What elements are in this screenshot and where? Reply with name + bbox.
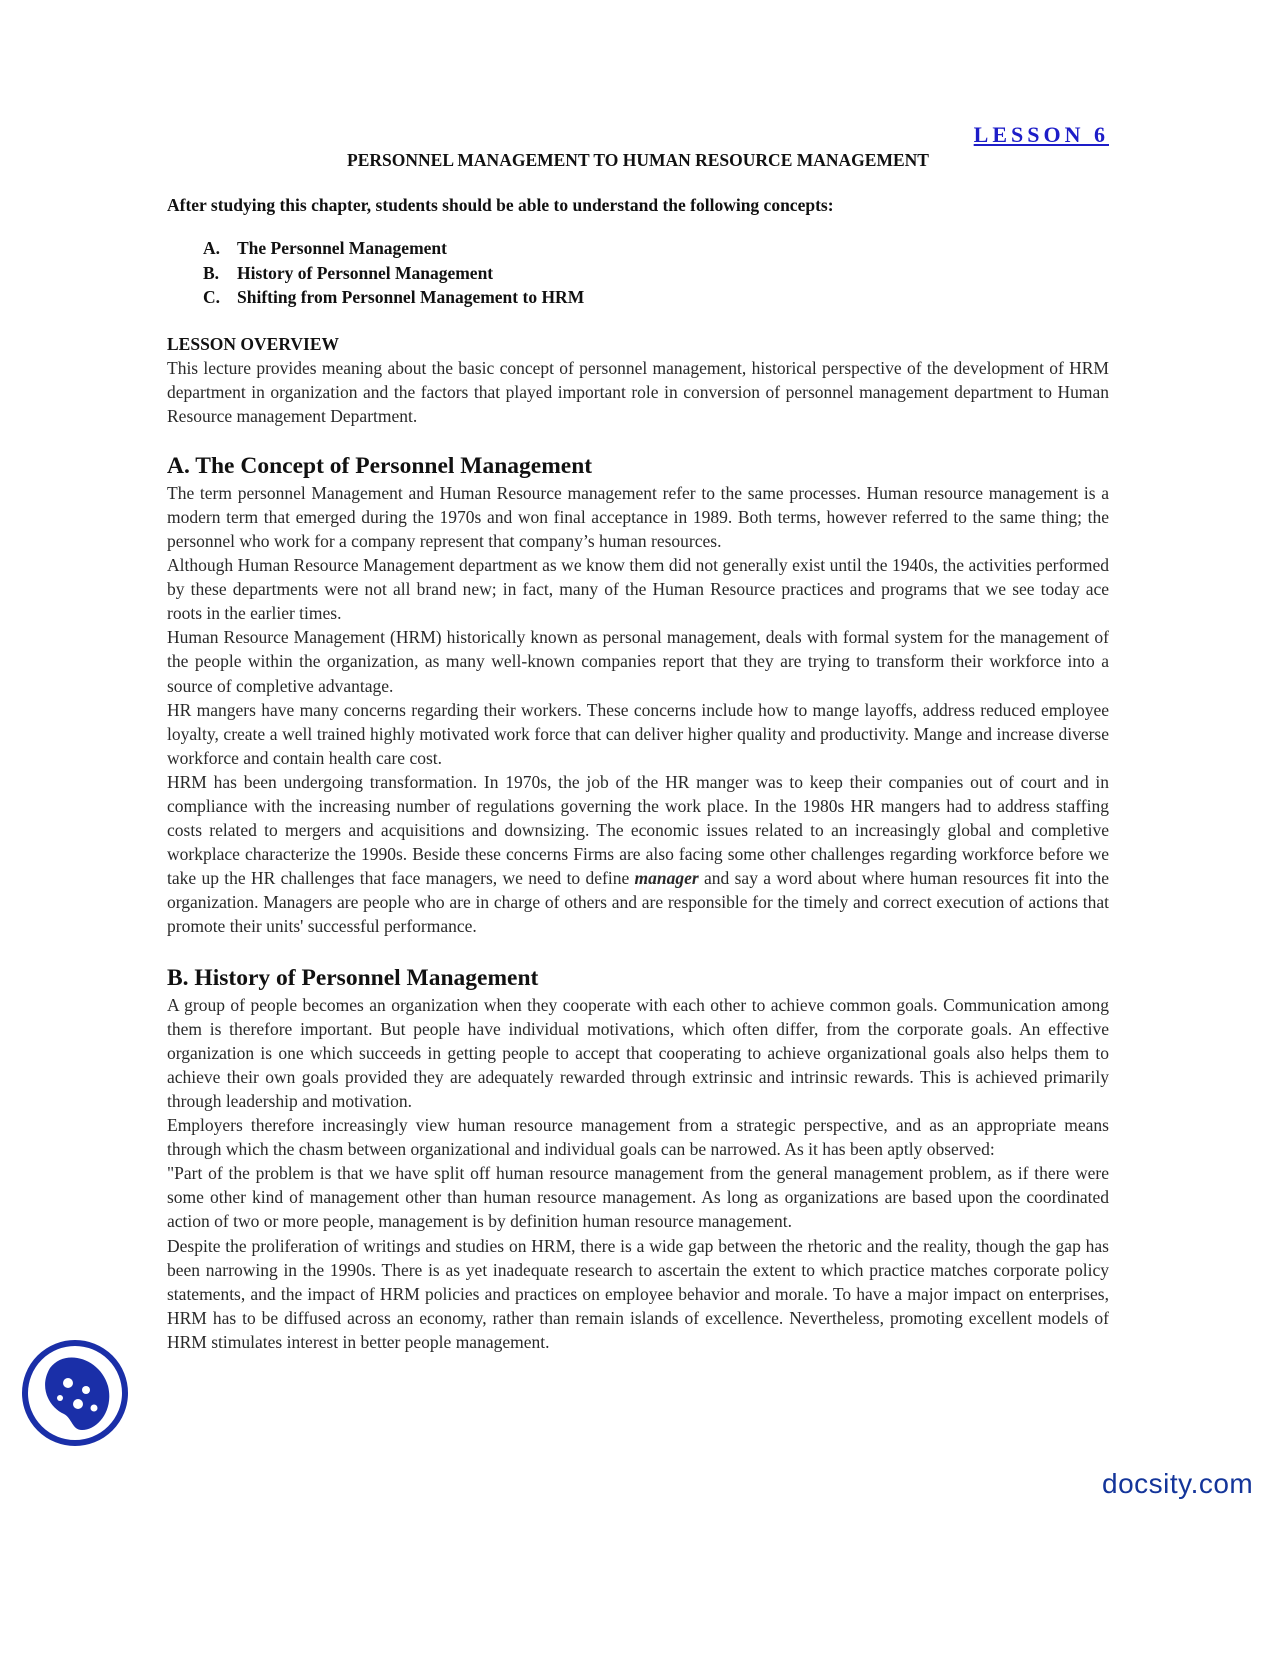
document-page xyxy=(167,124,1109,1354)
concepts-list xyxy=(167,236,1109,310)
list-item: C. Shifting from Personnel Management to HRM xyxy=(203,287,585,307)
lesson-overview-text: This lecture provides meaning about the basic concept of personnel management, historical perspective of the development of HRM department in organization and the factors that played important role in conversion of personnel management department to Human Resource management Department. xyxy=(167,357,1109,426)
section-a-paragraph: Although Human Resource Management department as we know them did not generally exist until the 1940s, the activities performed by these departments were not all brand new; in fact, many of the Human Resource practices and programs that we see today ace roots in the earlier times. xyxy=(167,555,1109,624)
section-a-paragraph-last: HRM has been undergoing transformation. In 1970s, the job of the HR manger was to keep their companies out of court and in compliance with the increasing number of regulations governing the work place. In the 1980s HR mangers had to address staffing costs related to mergers and acquisitions and downsizing. The economic issues related to an increasingly global and completive workplace characterize the 1990s. Beside these concerns Firms are also facing some other challenges regarding workforce before we take up the HR challenges that face managers, we need to define manager and say a word about where human resources fit into the organization. Managers are people who are in charge of others and are responsible for the timely and correct execution of actions that promote their units' successful performance. xyxy=(167,771,1109,937)
document-title: PERSONNEL MANAGEMENT TO HUMAN RESOURCE MANAGEMENT xyxy=(347,150,929,170)
section-a-paragraph: Human Resource Management (HRM) historically known as personal management, deals with formal system for the management of the people within the organization, as many well-known companies report that they are trying to transform their workforce into a source of completive advantage. xyxy=(167,627,1109,696)
section-b-paragraph: A group of people becomes an organization when they cooperate with each other to achieve common goals. Communication among them is therefore important. But people have individual motivations, which often differ, from the corporate goals. An effective organization is one which succeeds in getting people to accept that cooperating to achieve organizational goals also helps them to achieve their own goals provided they are adequately rewarded through extrinsic and intrinsic rewards. This is achieved primarily through leadership and motivation. xyxy=(167,994,1109,1111)
section-b-paragraph: Employers therefore increasingly view human resource management from a strategic perspective, and as an appropriate means through which the chasm between organizational and individual goals can be narrowed. As it has been aptly observed: xyxy=(167,1115,1109,1160)
objectives-intro: After studying this chapter, students should be able to understand the following concepts: xyxy=(167,195,834,215)
section-a-heading: A. The Concept of Personnel Management xyxy=(167,452,593,479)
section-a-paragraph: The term personnel Management and Human Resource management refer to the same processes. Human resource management is a modern term that emerged during the 1970s and won final acceptance in 1989. Both terms, however referred to the same thing; the personnel who work for a company represent that company’s human resources. xyxy=(167,482,1109,551)
emphasized-term: manager xyxy=(634,868,699,889)
docsity-logo-icon xyxy=(20,1338,130,1448)
section-b-paragraph: "Part of the problem is that we have split off human resource management from the general management problem, as if there were some other kind of management other than human resource management. As long as organizations are based upon the coordinated action of two or more people, management is by definition human resource management. xyxy=(167,1163,1109,1232)
section-a-paragraph: HR mangers have many concerns regarding their workers. These concerns include how to mange layoffs, address reduced employee loyalty, create a well trained highly motivated work force that can deliver higher quality and productivity. Mange and increase diverse workforce and contain health care cost. xyxy=(167,699,1109,768)
list-item: B. History of Personnel Management xyxy=(203,262,494,283)
lesson-overview-title: LESSON OVERVIEW xyxy=(167,333,340,354)
section-b-heading: B. History of Personnel Management xyxy=(167,964,539,991)
section-b-paragraph: Despite the proliferation of writings and studies on HRM, there is a wide gap between the rhetoric and the reality, though the gap has been narrowing in the 1990s. There is as yet inadequate research to ascertain the extent to which practice matches corporate policy statements, and the impact of HRM policies and practices on employee behavior and morale. To have a major impact on enterprises, HRM has to be diffused across an economy, rather than remain islands of excellence. Nevertheless, promoting excellent models of HRM stimulates interest in better people management. xyxy=(167,1235,1109,1352)
docsity-watermark: docsity.com xyxy=(1102,1468,1254,1499)
list-item: A. The Personnel Management xyxy=(203,238,447,258)
lesson-number-label: LESSON 6 xyxy=(973,122,1109,147)
